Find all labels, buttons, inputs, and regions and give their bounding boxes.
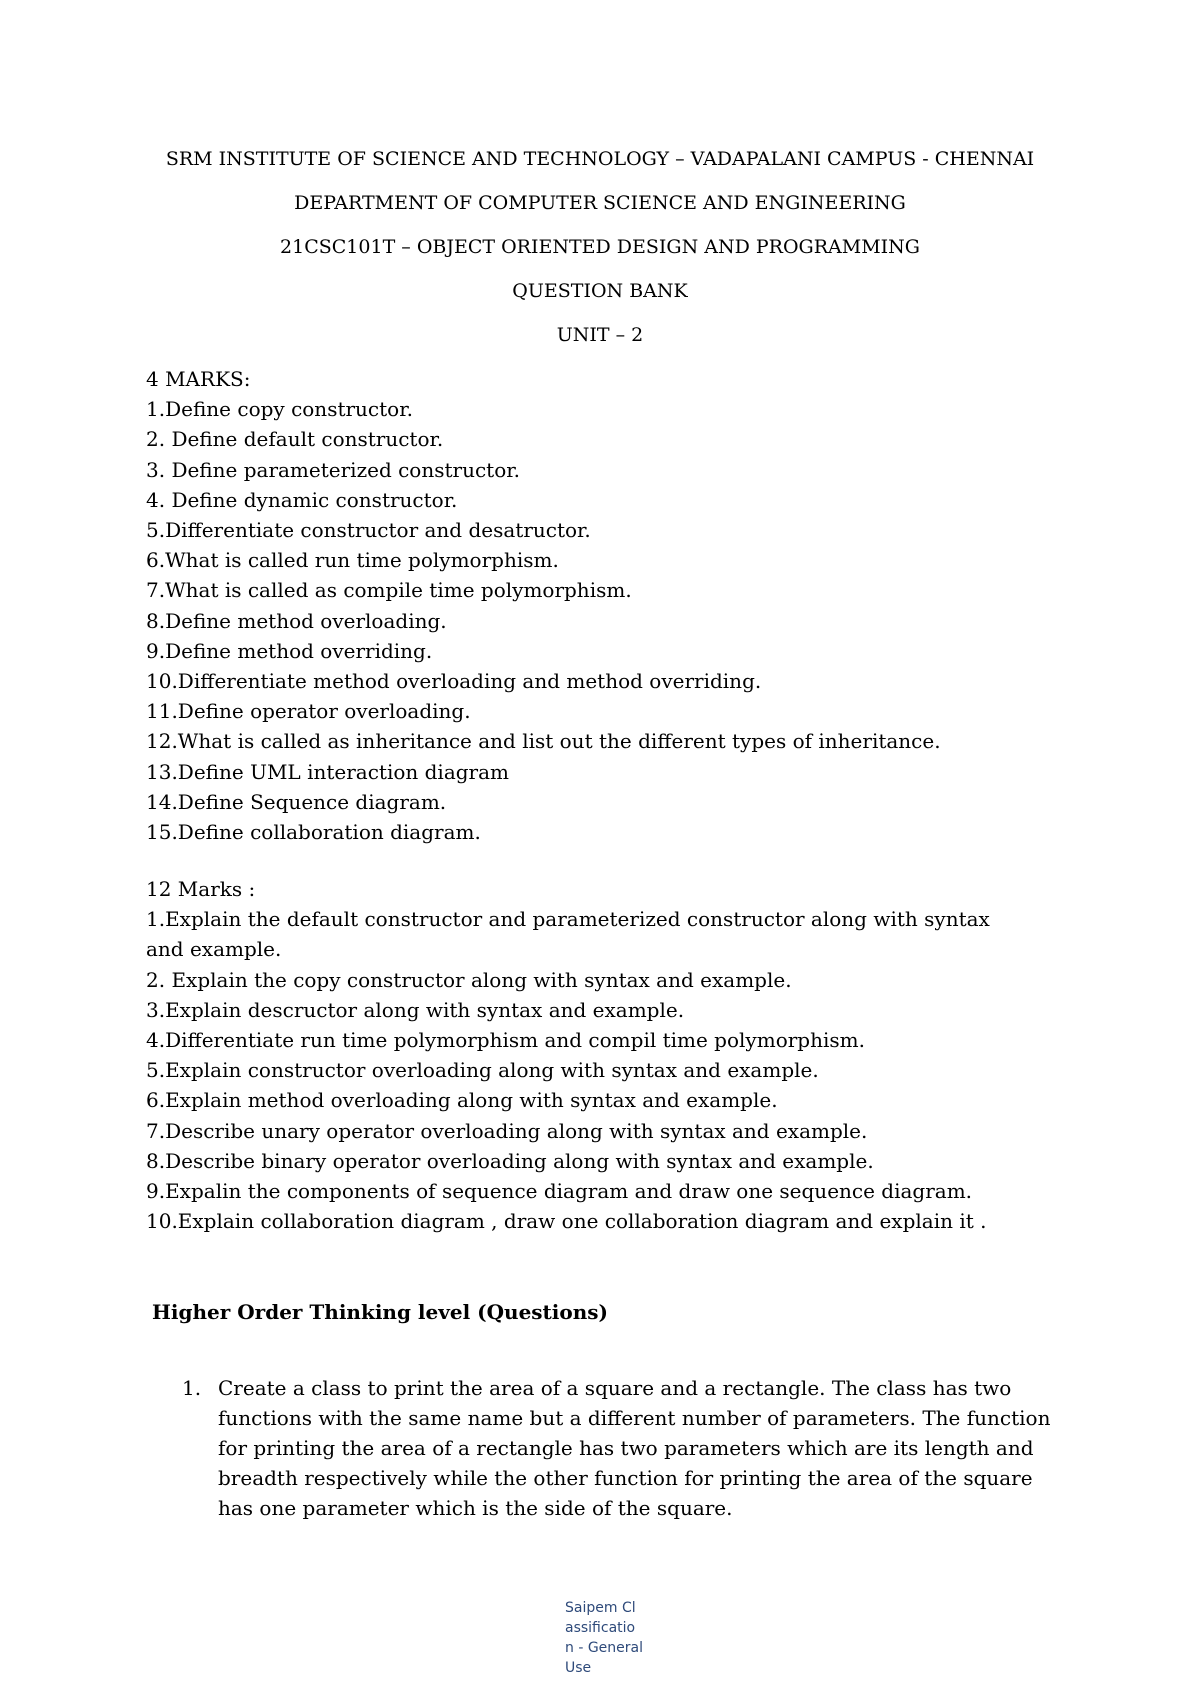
- question-item: 7.What is called as compile time polymorphism.: [146, 578, 632, 603]
- question-item: 10.Explain collaboration diagram , draw one collaboration diagram and explain it .: [146, 1209, 987, 1234]
- question-item: 15.Define collaboration diagram.: [146, 820, 481, 845]
- list-item-text: Create a class to print the area of a square and a rectangle. The class has two functions with the same name but a different number of parameters. The function for printing the area of a rectangle has two parameters which are its length and breadth respectively while the other function for printing the area of the square has one parameter which is the side of the square.: [218, 1376, 1051, 1520]
- classification-label: Saipem Classification - General Use: [565, 1600, 643, 1676]
- question-item: 2. Explain the copy constructor along with syntax and example.: [146, 967, 792, 992]
- hot-section-title: Higher Order Thinking level (Questions): [152, 1300, 608, 1324]
- question-item: 6.Explain method overloading along with syntax and example.: [146, 1088, 778, 1113]
- question-item: 6.What is called run time polymorphism.: [146, 548, 559, 573]
- institute-name: SRM INSTITUTE OF SCIENCE AND TECHNOLOGY – VADAPALANI CAMPUS - CHENNAI: [165, 148, 1035, 170]
- question-item: 8.Define method overloading.: [146, 608, 447, 633]
- list-item-number: 1.: [182, 1376, 202, 1400]
- question-item: 9.Define method overriding.: [146, 638, 433, 663]
- question-item: 3.Explain descructor along with syntax and example.: [146, 997, 685, 1022]
- question-item: 10.Differentiate method overloading and method overriding.: [146, 669, 762, 694]
- question-item: 11.Define operator overloading.: [146, 699, 471, 724]
- question-item: 1.Explain the default constructor and parameterized constructor along with syntax and example.: [146, 907, 990, 962]
- question-item: 7.Describe unary operator overloading along with syntax and example.: [146, 1118, 868, 1143]
- document-type: QUESTION BANK: [512, 280, 688, 302]
- question-item: 2. Define default constructor.: [146, 427, 444, 452]
- question-item: 1.Define copy constructor.: [146, 397, 413, 422]
- list-item: [182, 1373, 1062, 1523]
- twelve-marks-section: [146, 874, 1006, 1236]
- question-item: 12.What is called as inheritance and list out the different types of inheritance.: [146, 729, 941, 754]
- hot-question-list: [182, 1373, 1062, 1523]
- question-item: 13.Define UML interaction diagram: [146, 759, 509, 784]
- question-item: 14.Define Sequence diagram.: [146, 789, 447, 814]
- four-marks-section: [146, 364, 1086, 847]
- course-title: 21CSC101T – OBJECT ORIENTED DESIGN AND PROGRAMMING: [280, 236, 920, 258]
- question-item: 5.Differentiate constructor and desatructor.: [146, 518, 591, 543]
- question-item: 9.Expalin the components of sequence diagram and draw one sequence diagram.: [146, 1179, 973, 1204]
- question-item: 8.Describe binary operator overloading along with syntax and example.: [146, 1148, 874, 1173]
- department-name: DEPARTMENT OF COMPUTER SCIENCE AND ENGINEERING: [294, 192, 906, 214]
- question-item: 4.Differentiate run time polymorphism and compil time polymorphism.: [146, 1028, 865, 1053]
- question-item: 4. Define dynamic constructor.: [146, 487, 458, 512]
- question-item: 3. Define parameterized constructor.: [146, 457, 520, 482]
- twelve-marks-heading: 12 Marks :: [146, 877, 256, 901]
- unit-label: UNIT – 2: [556, 324, 644, 346]
- four-marks-heading: 4 MARKS:: [146, 367, 251, 391]
- question-item: 5.Explain constructor overloading along with syntax and example.: [146, 1058, 819, 1083]
